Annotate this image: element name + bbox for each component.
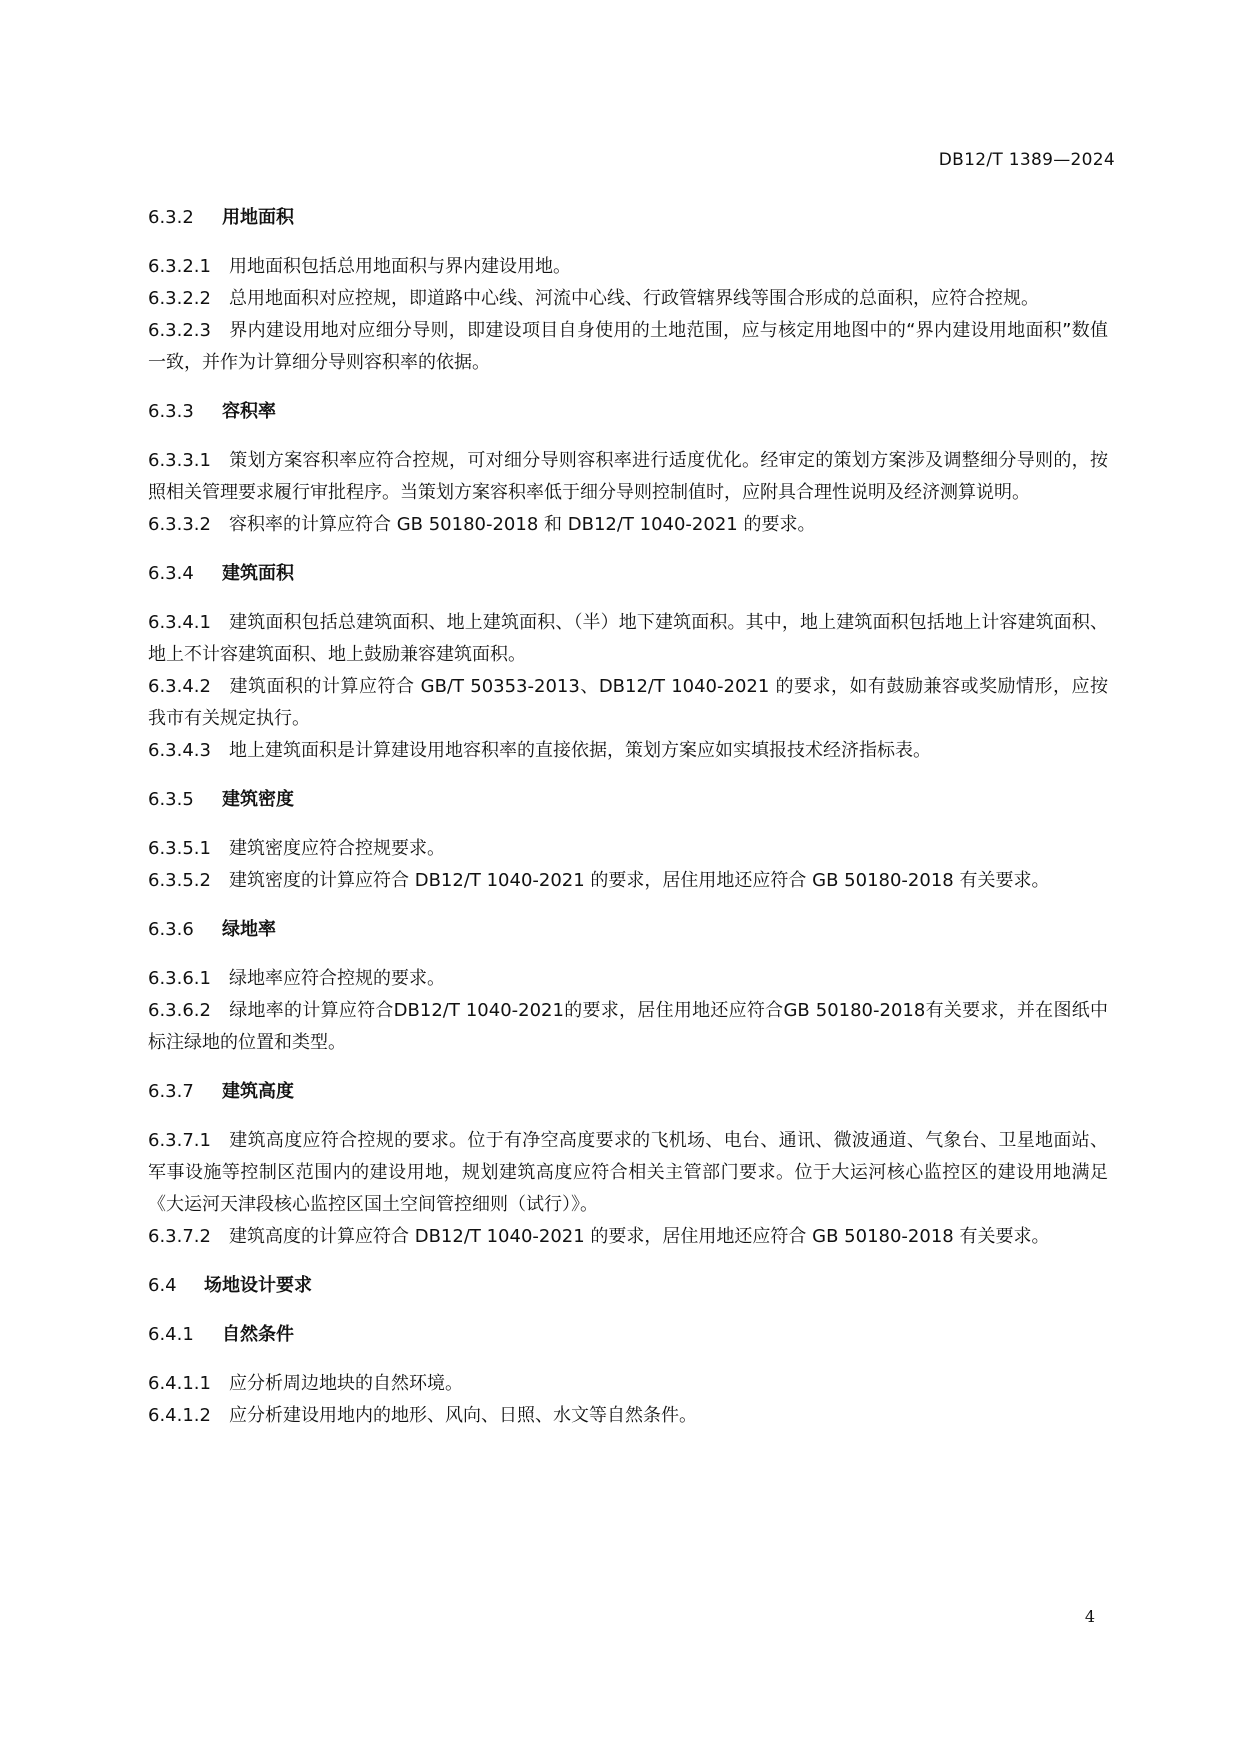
section-number: 6.3.3: [148, 401, 194, 422]
clause: [148, 1400, 1108, 1432]
clause-number: 6.3.5.1: [148, 838, 211, 859]
clause-number: 6.3.2.1: [148, 256, 211, 277]
section-number: 6.4: [148, 1275, 177, 1296]
clause: [148, 251, 1108, 283]
clause-text: 建筑面积包括总建筑面积、地上建筑面积、（半）地下建筑面积。其中，地上建筑面积包括地上计容建筑面积、地上不计容建筑面积、地上鼓励兼容建筑面积。: [148, 612, 1108, 665]
clause: [148, 995, 1108, 1059]
section-6-3-7: [148, 1076, 1108, 1253]
section-number: 6.4.1: [148, 1324, 194, 1345]
section-title: 建筑面积: [222, 563, 294, 584]
clause: [148, 283, 1108, 315]
clause-number: 6.3.4.3: [148, 740, 211, 761]
clause-text: 地上建筑面积是计算建设用地容积率的直接依据，策划方案应如实填报技术经济指标表。: [228, 740, 931, 761]
section-title: 容积率: [222, 401, 276, 422]
clause-text: 绿地率的计算应符合DB12/T 1040-2021的要求，居住用地还应符合GB 50180-2018有关要求，并在图纸中标注绿地的位置和类型。: [148, 1000, 1108, 1053]
section-heading: [148, 396, 1108, 428]
clause-text: 建筑面积的计算应符合 GB/T 50353-2013、DB12/T 1040-2021 的要求，如有鼓励兼容或奖励情形，应按我市有关规定执行。: [148, 676, 1108, 729]
section-number: 6.3.4: [148, 563, 194, 584]
clause-text: 建筑高度的计算应符合 DB12/T 1040-2021 的要求，居住用地还应符合 GB 50180-2018 有关要求。: [228, 1226, 1050, 1247]
clause-number: 6.3.5.2: [148, 870, 211, 891]
clause-text: 容积率的计算应符合 GB 50180-2018 和 DB12/T 1040-2021 的要求。: [228, 514, 816, 535]
clause: [148, 865, 1108, 897]
clause-number: 6.3.6.1: [148, 968, 211, 989]
section-heading: [148, 1076, 1108, 1108]
section-6-4-1: [148, 1319, 1108, 1432]
section-number: 6.3.7: [148, 1081, 194, 1102]
clause-text: 策划方案容积率应符合控规，可对细分导则容积率进行适度优化。经审定的策划方案涉及调整细分导则的，按照相关管理要求履行审批程序。当策划方案容积率低于细分导则控制值时，应附具合理性说明及经济测算说明。: [148, 450, 1108, 503]
clause: [148, 963, 1108, 995]
clause-number: 6.3.4.1: [148, 612, 211, 633]
clause-text: 建筑高度应符合控规的要求。位于有净空高度要求的飞机场、电台、通讯、微波通道、气象台、卫星地面站、军事设施等控制区范围内的建设用地，规划建筑高度应符合相关主管部门要求。位于大运河核心监控区的建设用地满足《大运河天津段核心监控区国土空间管控细则（试行）》。: [148, 1130, 1108, 1215]
clause-number: 6.3.3.2: [148, 514, 211, 535]
clause-text: 界内建设用地对应细分导则，即建设项目自身使用的土地范围，应与核定用地图中的“界内建设用地面积”数值一致，并作为计算细分导则容积率的依据。: [148, 320, 1108, 373]
clause: [148, 1368, 1108, 1400]
clause: [148, 1221, 1108, 1253]
section-6-4: [148, 1270, 1108, 1302]
clause: [148, 445, 1108, 509]
clause-number: 6.3.2.3: [148, 320, 211, 341]
section-6-3-2: [148, 202, 1108, 379]
clause: [148, 315, 1108, 379]
clause-number: 6.4.1.1: [148, 1373, 211, 1394]
clause-number: 6.3.7.2: [148, 1226, 211, 1247]
section-title: 建筑密度: [222, 789, 294, 810]
clause-number: 6.3.6.2: [148, 1000, 211, 1021]
clause: [148, 607, 1108, 671]
clause: [148, 833, 1108, 865]
document-body: [148, 202, 1108, 1432]
clause-text: 绿地率应符合控规的要求。: [228, 968, 445, 989]
clause-text: 建筑密度的计算应符合 DB12/T 1040-2021 的要求，居住用地还应符合 GB 50180-2018 有关要求。: [228, 870, 1050, 891]
section-title: 绿地率: [222, 919, 276, 940]
section-heading: [148, 1319, 1108, 1351]
section-number: 6.3.6: [148, 919, 194, 940]
clause-text: 总用地面积对应控规，即道路中心线、河流中心线、行政管辖界线等围合形成的总面积，应符合控规。: [228, 288, 1039, 309]
section-6-3-3: [148, 396, 1108, 541]
section-title: 建筑高度: [222, 1081, 294, 1102]
clause-text: 应分析建设用地内的地形、风向、日照、水文等自然条件。: [228, 1405, 697, 1426]
section-title: 自然条件: [222, 1324, 294, 1345]
clause-text: 建筑密度应符合控规要求。: [228, 838, 445, 859]
clause-number: 6.3.2.2: [148, 288, 211, 309]
clause: [148, 509, 1108, 541]
section-6-3-4: [148, 558, 1108, 767]
clause-number: 6.3.3.1: [148, 450, 211, 471]
clause: [148, 735, 1108, 767]
page-number: 4: [1084, 1607, 1095, 1626]
section-number: 6.3.5: [148, 789, 194, 810]
clause-text: 用地面积包括总用地面积与界内建设用地。: [228, 256, 571, 277]
clause-text: 应分析周边地块的自然环境。: [228, 1373, 463, 1394]
section-heading: [148, 202, 1108, 234]
section-6-3-6: [148, 914, 1108, 1059]
section-heading: [148, 1270, 1108, 1302]
section-heading: [148, 784, 1108, 816]
clause-number: 6.3.4.2: [148, 676, 211, 697]
section-title: 场地设计要求: [204, 1275, 312, 1296]
clause: [148, 1125, 1108, 1221]
clause-number: 6.4.1.2: [148, 1405, 211, 1426]
document-code: DB12/T 1389—2024: [938, 150, 1115, 170]
section-number: 6.3.2: [148, 207, 194, 228]
section-heading: [148, 914, 1108, 946]
section-title: 用地面积: [222, 207, 294, 228]
clause: [148, 671, 1108, 735]
section-6-3-5: [148, 784, 1108, 897]
section-heading: [148, 558, 1108, 590]
clause-number: 6.3.7.1: [148, 1130, 211, 1151]
